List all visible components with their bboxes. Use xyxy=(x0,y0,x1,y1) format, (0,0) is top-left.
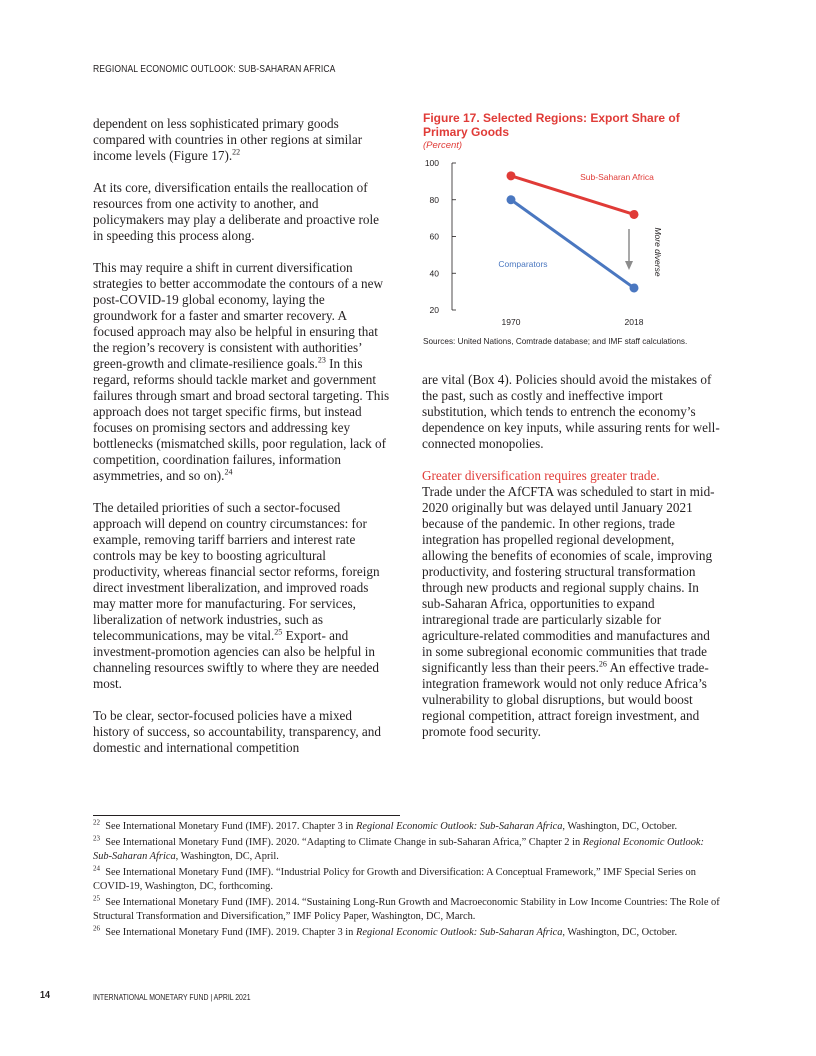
paragraph: At its core, diversification entails the reallocation of resources from one activity to another, and policymakers may play a deliberate and proactive role in speeding this process along. xyxy=(93,180,379,243)
right-column xyxy=(422,372,722,756)
footer-text: INTERNATIONAL MONETARY FUND | APRIL 2021 xyxy=(93,993,251,1002)
left-column xyxy=(93,116,390,772)
down-arrow-head xyxy=(625,261,633,270)
data-point xyxy=(630,210,639,219)
footnotes xyxy=(93,820,723,941)
y-tick-label: 60 xyxy=(429,231,439,242)
figure-title: Figure 17. Selected Regions: Export Share of Primary Goods xyxy=(423,111,680,139)
annotation-more-diverse: More diverse xyxy=(653,227,663,277)
paragraph: are vital (Box 4). Policies should avoid the mistakes of the past, such as costly and ineffective import substitution, which tends to entrench the economy’s dependence on key inputs, while assuring rents for well-connected monopolies. xyxy=(422,372,720,451)
page-number: 14 xyxy=(40,990,51,1001)
footnote-rule xyxy=(93,815,400,816)
figure-source: Sources: United Nations, Comtrade database; and IMF staff calculations. xyxy=(423,337,688,346)
y-tick-label: 100 xyxy=(424,158,439,168)
figure-subtitle: (Percent) xyxy=(423,140,463,151)
x-tick-label: 1970 xyxy=(501,317,521,327)
series-line xyxy=(511,200,634,288)
series-label-comparators: Comparators xyxy=(498,259,548,269)
paragraph: Trade under the AfCFTA was scheduled to start in mid-2020 originally but was delayed until January 2021 because of the pandemic. In other regions, trade integration has propelled regional development, allowing the benefits of economies of scale, improving productivity, and fostering structural transformation through new products and regional supply chains. In sub-Saharan Africa, opportunities to expand intraregional trade are particularly sizable for agriculture-related commodities and manufactures and in some subregional economic communities that trade significantly less than their peers.$^{26}$ An effective trade-integration framework would not only reduce Africa’s vulnerability to global disruptions, but would boost regional competition, attract foreign investment, and promote food security. xyxy=(422,484,715,739)
y-tick-label: 80 xyxy=(429,194,439,205)
section-heading: Greater diversification requires greater trade. xyxy=(422,468,660,483)
paragraph: This may require a shift in current diversification strategies to better accommodate the contours of a new post-COVID-19 global economy, laying the groundwork for a faster and smarter recovery. A focused approach may also be helpful in ensuring that the region’s recovery is consistent with authorities’ green-growth and climate-resilience goals.$^{23}$ In this regard, reforms should tackle market and government failures through smart and broad sectoral targeting. This approach does not target specific firms, but instead focuses on promising sectors and addressing key bottlenecks (mismatched skills, poor regulation, lack of competition, coordination failures, information asymmetries, and so on).$^{24}$ xyxy=(93,260,390,483)
running-head: REGIONAL ECONOMIC OUTLOOK: SUB-SAHARAN AFRICA xyxy=(93,64,336,75)
series-label-ssa: Sub-Saharan Africa xyxy=(580,172,654,182)
y-tick-label: 20 xyxy=(429,305,439,315)
footnote: $^{26}$ See International Monetary Fund (IMF). 2019. Chapter 3 in Regional Economic Outlook: Sub-Saharan Africa, Washington, DC, October. xyxy=(93,924,678,938)
y-tick-label: 40 xyxy=(429,268,439,279)
footnote: $^{25}$ See International Monetary Fund (IMF). 2014. “Sustaining Long-Run Growth and Macroeconomic Stability in Low Income Countries: The Role of Structural Transformation and Diversification,” IMF Policy Paper, Washington, DC, March. xyxy=(93,894,720,922)
line-chart xyxy=(418,155,718,335)
footnote: $^{24}$ See International Monetary Fund (IMF). “Industrial Policy for Growth and Diversification: A Conceptual Framework,” IMF Special Series on COVID-19, Washington, DC, forthcoming. xyxy=(93,864,696,892)
footnote: $^{22}$ See International Monetary Fund (IMF). 2017. Chapter 3 in Regional Economic Outlook: Sub-Saharan Africa, Washington, DC, October. xyxy=(93,818,678,832)
paragraph: dependent on less sophisticated primary goods compared with countries in other regions at similar income levels (Figure 17).$^{22}$ xyxy=(93,116,363,163)
data-point xyxy=(630,283,639,292)
data-point xyxy=(507,171,516,180)
paragraph: To be clear, sector-focused policies have a mixed history of success, so accountability, transparency, and domestic and international competition xyxy=(93,708,381,755)
x-tick-label: 2018 xyxy=(624,317,644,327)
paragraph: The detailed priorities of such a sector-focused approach will depend on country circumstances: for example, removing tariff barriers and interest rate controls may be key to boosting agricultural productivity, whereas financial sector reforms, foreign direct investment liberalization, and improved roads may matter more for manufacturing. For services, liberalization of network industries, such as telecommunications, may be vital.$^{25}$ Export- and investment-promotion agencies can also be helpful in channeling resources swiftly to where they are needed most. xyxy=(93,500,380,691)
footnote: $^{23}$ See International Monetary Fund (IMF). 2020. “Adapting to Climate Change in sub-Saharan Africa,” Chapter 2 in Regional Economic Outlook: Sub-Saharan Africa, Washington, DC, April. xyxy=(93,834,704,862)
data-point xyxy=(507,195,516,204)
